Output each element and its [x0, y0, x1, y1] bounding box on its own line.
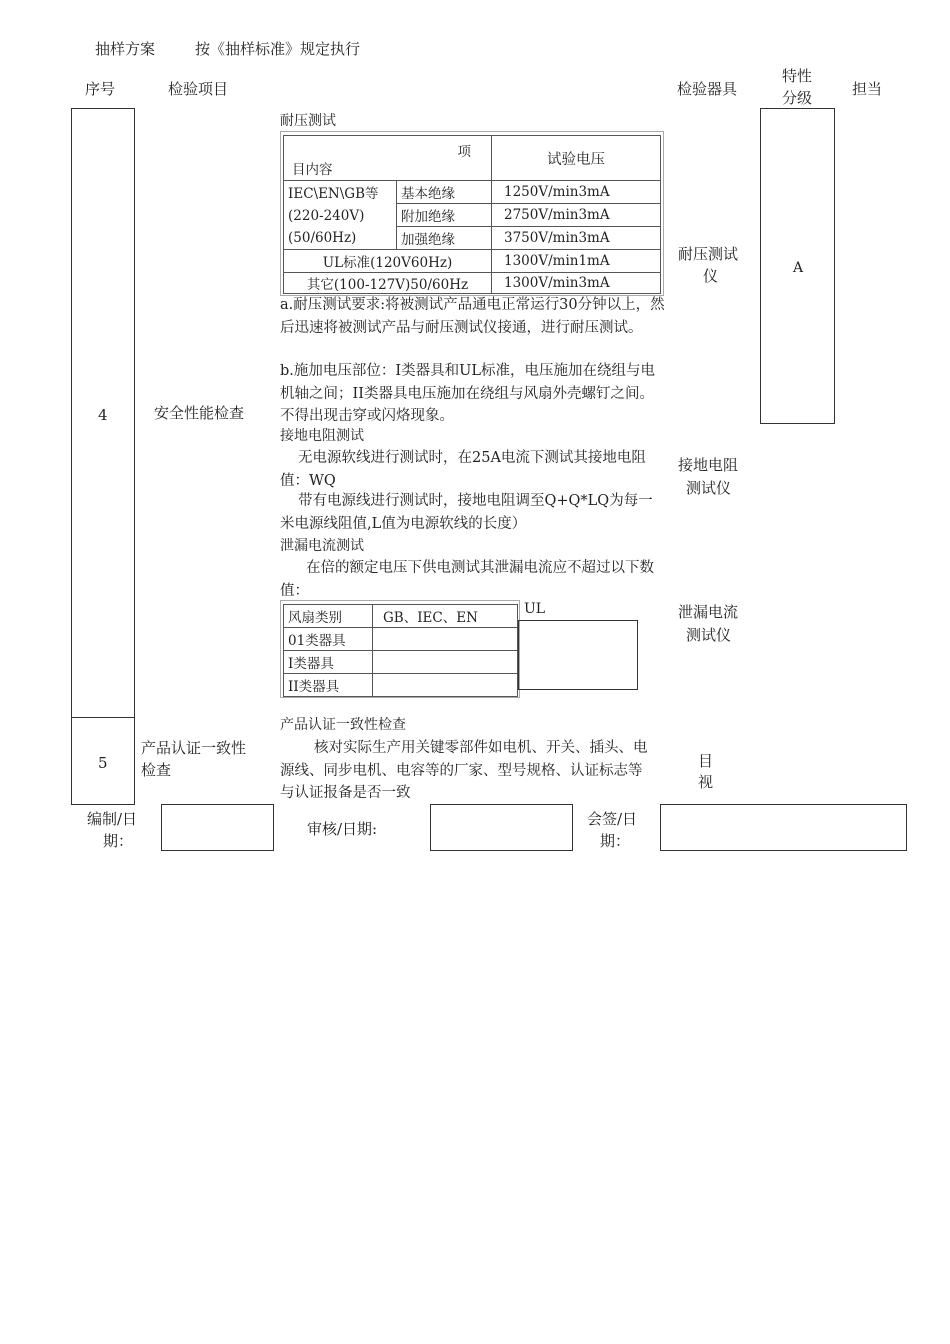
withstand-voltage-cell: 3750V/min3mA	[492, 227, 661, 250]
row5-seq: 5	[98, 754, 108, 772]
withstand-head-voltage: 试验电压	[492, 136, 661, 181]
column-header-tool: 检验器具	[677, 80, 738, 98]
withstand-type-cell: 基本绝缘	[397, 181, 492, 204]
leakage-row-type: 01类器具	[284, 628, 373, 651]
leakage-table	[283, 604, 518, 697]
leakage-tool-line1: 泄漏电流	[678, 603, 739, 621]
ground-text1: 无电源软线进行测试时，在25A电流下测试其接地电阻值：WQ	[280, 450, 646, 489]
footer-review-label: 审核/日期:	[307, 820, 378, 838]
row4-item: 安全性能检查	[154, 404, 245, 422]
row5-item-line1: 产品认证一致性	[141, 739, 247, 757]
row4-seq: 4	[98, 406, 108, 424]
row5-item-line2: 检查	[141, 761, 172, 779]
withstand-table	[283, 135, 661, 294]
withstand-type-cell: 附加绝缘	[397, 204, 492, 227]
column-header-grade-line1: 特性	[782, 67, 813, 85]
withstand-ul-label: UL标准(120V60Hz)	[284, 250, 492, 273]
withstand-voltage-cell: 2750V/min3mA	[492, 204, 661, 227]
withstand-tool-line2: 仪	[703, 267, 719, 285]
withstand-group-line2: (220-240V)	[288, 208, 365, 224]
column-header-grade-line2: 分级	[782, 89, 813, 107]
withstand-other-voltage: 1300V/min3mA	[492, 273, 661, 294]
footer-compile-line1: 编制/日	[87, 810, 138, 828]
withstand-other-label: 其它(100-127V)50/60Hz	[284, 273, 492, 294]
withstand-requirement-a: a.耐压测试要求:将被测试产品通电正常运行30分钟以上，然后迅速将被测试产品与耐压测试仪接通，进行耐压测试。	[280, 297, 665, 336]
leakage-ul-box	[518, 620, 638, 690]
withstand-group-line1: IEC\EN\GB等	[288, 186, 379, 202]
footer-compile-field[interactable]	[161, 804, 274, 851]
footer-review-field[interactable]	[430, 804, 573, 851]
row5-title: 产品认证一致性检查	[280, 717, 406, 733]
withstand-head-item-bottom: 目内容	[292, 162, 333, 178]
column-header-item: 检验项目	[168, 80, 229, 98]
ground-tool-line2: 测试仪	[686, 479, 732, 497]
grade-value: A	[793, 260, 804, 276]
ground-tool-line1: 接地电阻	[678, 456, 739, 474]
leakage-head-type: 风扇类别	[284, 605, 373, 628]
leakage-row-value	[373, 651, 518, 674]
footer-countersign-field[interactable]	[660, 804, 907, 851]
withstand-voltage-cell: 1250V/min3mA	[492, 181, 661, 204]
footer-countersign-line2: 期：	[600, 832, 631, 850]
leakage-title: 泄漏电流测试	[280, 538, 364, 554]
leakage-tool-line2: 测试仪	[686, 626, 732, 644]
withstand-title: 耐压测试	[280, 113, 336, 129]
withstand-type-cell: 加强绝缘	[397, 227, 492, 250]
withstand-group-line3: (50/60Hz)	[288, 230, 357, 246]
column-header-owner: 担当	[852, 80, 883, 98]
withstand-tool-line1: 耐压测试	[678, 245, 739, 263]
withstand-ul-voltage: 1300V/min1mA	[492, 250, 661, 273]
withstand-head-item-top: 项	[457, 144, 471, 160]
row5-text: 核对实际生产用关键零部件如电机、开关、插头、电源线、同步电机、电容等的厂家、型号规格、认证标志等与认证报备是否一致	[280, 740, 648, 801]
withstand-head-item	[284, 136, 492, 181]
leakage-text: 在倍的额定电压下供电测试其泄漏电流应不超过以下数值：	[280, 560, 654, 599]
sampling-plan-label: 抽样方案	[95, 40, 156, 58]
ground-title: 接地电阻测试	[280, 428, 364, 444]
column-header-seq: 序号	[85, 80, 116, 98]
sampling-plan-value: 按《抽样标准》规定执行	[195, 40, 361, 58]
footer-compile-line2: 期：	[103, 832, 134, 850]
withstand-group-cell	[284, 181, 397, 250]
leakage-row-value	[373, 628, 518, 651]
leakage-ul-label: UL	[524, 601, 546, 617]
leakage-row-value	[373, 674, 518, 697]
ground-text2: 带有电源线进行测试时，接地电阻调至Q+Q*LQ为每一米电源线阻值,L值为电源软线的长度）	[280, 493, 653, 532]
leakage-row-type: II类器具	[284, 674, 373, 697]
leakage-row-type: I类器具	[284, 651, 373, 674]
row5-tool-line2: 视	[698, 773, 714, 791]
withstand-requirement-b: b.施加电压部位：I类器具和UL标准，电压施加在绕组与电机轴之间；II类器具电压施加在绕组与风扇外壳螺钉之间。不得出现击穿或闪烙现象。	[280, 363, 655, 424]
footer-countersign-line1: 会签/日	[587, 810, 638, 828]
row5-tool-line1: 目	[698, 752, 714, 770]
leakage-head-std: GB、IEC、EN	[373, 605, 518, 628]
